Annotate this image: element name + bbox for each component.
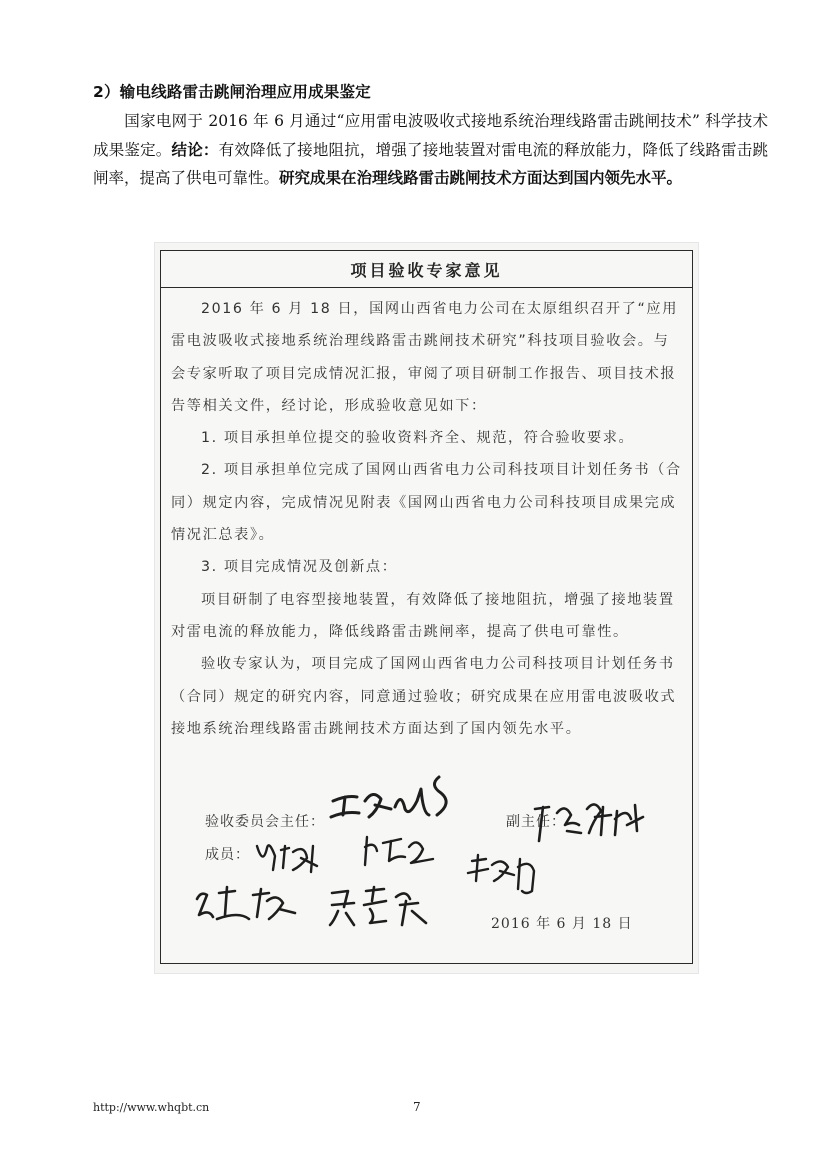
scan-date: 2016 年 6 月 18 日 [491, 916, 633, 932]
vice-chair-label: 副主任： [506, 814, 566, 830]
member-signature [326, 881, 436, 931]
intro-paragraph [93, 107, 768, 193]
member-signature [191, 879, 303, 929]
member-signature [361, 829, 441, 873]
scan-body [161, 288, 692, 745]
scanned-document [154, 242, 699, 974]
members-label: 成员： [205, 847, 250, 863]
scan-paragraph: 2016 年 6 月 18 日，国网山西省电力公司在太原组织召开了“应用雷电波吸收式接地系统治理线路雷击跳闸技术研究”科技项目验收会。与会专家听取了项目完成情况汇报，审阅了项目研制工作报告、项目技术报告等相关文件，经讨论，形成验收意见如下： [171, 301, 678, 414]
scan-title: 项目验收专家意见 [161, 251, 692, 288]
scan-paragraph: 1. 项目承担单位提交的验收资料齐全、规范，符合验收要求。 [201, 430, 635, 447]
highlight-text: 研究成果在治理线路雷击跳闸技术方面达到国内领先水平。 [279, 169, 683, 187]
scan-paragraph: 2. 项目承担单位完成了国网山西省电力公司科技项目计划任务书（合同）规定内容，完成情况见附表《国网山西省电力公司科技项目成果完成情况汇总表》。 [171, 462, 682, 544]
scan-paragraph: 3. 项目完成情况及创新点： [201, 559, 398, 576]
chair-label: 验收委员会主任： [205, 814, 325, 830]
vice-chair-signature [531, 791, 651, 847]
member-signature [253, 836, 333, 876]
footer-url[interactable]: http://www.whqbt.cn [93, 1101, 210, 1114]
chair-signature [329, 771, 459, 831]
scan-frame [160, 250, 693, 964]
conclusion-text: 有效降低了接地阻抗，增强了接地装置对雷电流的释放能力，降低了线路雷击跳闸率，提高了供电可靠性。 [93, 140, 768, 187]
member-signature [466, 851, 546, 903]
scan-paragraph: 项目研制了电容型接地装置，有效降低了接地阻抗，增强了接地装置对雷电流的释放能力，降低线路雷击跳闸率，提高了供电可靠性。 [171, 591, 675, 640]
conclusion-label: 结论： [171, 140, 219, 159]
page-number: 7 [413, 1100, 421, 1114]
intro-text: 国家电网于 2016 年 6 月通过“应用雷电波吸收式接地系统治理线路雷击跳闸技术” 科学技术成果鉴定。 [93, 112, 768, 159]
section-heading: 2）输电线路雷击跳闸治理应用成果鉴定 [93, 83, 371, 101]
scan-paragraph: 验收专家认为，项目完成了国网山西省电力公司科技项目计划任务书（合同）规定的研究内容，同意通过验收；研究成果在应用雷电波吸收式接地系统治理线路雷击跳闸技术方面达到了国内领先水平。 [171, 656, 677, 737]
